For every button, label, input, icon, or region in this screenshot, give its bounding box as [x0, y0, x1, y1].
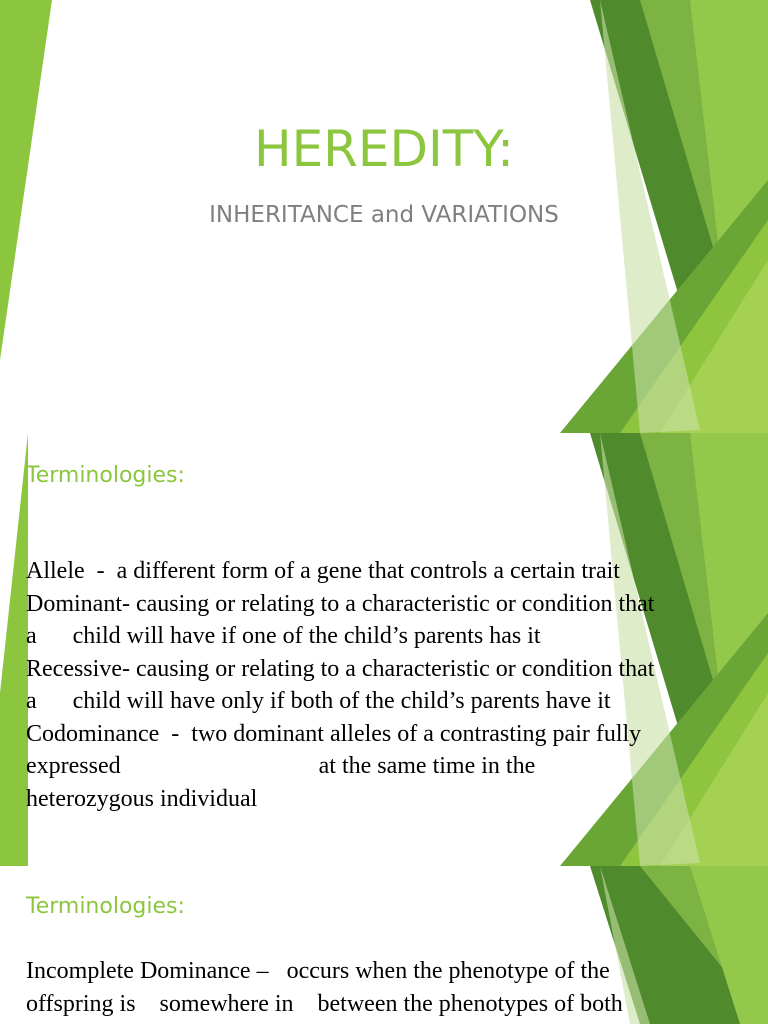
- definition-line: heterozygous individual: [26, 785, 258, 812]
- definition-line: Recessive- causing or relating to a characteristic or condition that: [26, 655, 655, 682]
- definition-line: a child will have only if both of the child’s parents have it: [26, 688, 611, 714]
- definitions-text: [26, 955, 746, 1020]
- slide-title: [0, 0, 768, 433]
- slide-terminologies-2: [0, 866, 768, 1024]
- slide-terminologies-1: [0, 433, 768, 866]
- definition-line: Dominant- causing or relating to a characteristic or condition that: [26, 590, 655, 617]
- slide-title-text: HEREDITY:: [253, 120, 515, 178]
- section-heading: Terminologies:: [26, 463, 185, 488]
- definition-line: Allele - a different form of a gene that controls a certain trait: [26, 558, 620, 584]
- definition-line: a child will have if one of the child’s parents has it: [26, 623, 541, 649]
- section-heading: Terminologies:: [26, 894, 185, 919]
- definition-line: Codominance - two dominant alleles of a contrasting pair fully: [26, 720, 642, 747]
- definition-line: Incomplete Dominance – occurs when the phenotype of the: [26, 958, 610, 984]
- definition-line: offspring is somewhere in between the phenotypes of both: [26, 990, 623, 1017]
- definition-line: expressed at the same time in the: [26, 753, 536, 779]
- definitions-text: [26, 555, 746, 815]
- slide-subtitle-text: INHERITANCE and VARIATIONS: [209, 202, 559, 228]
